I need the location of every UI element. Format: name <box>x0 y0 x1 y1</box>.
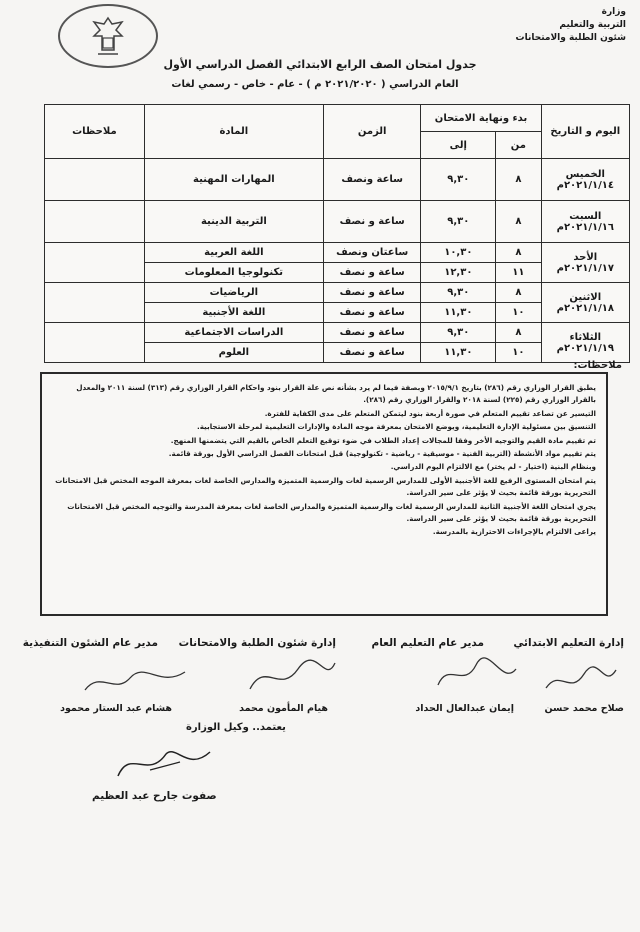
notes-cell <box>45 159 145 201</box>
note-item: يطبق القرار الوزاري رقم (٢٨٦) بتاريخ ٢٠١٥/٩/١ وبصفة فيما لم يرد بشأنه نص علة القرار بنود واحكام القرار الوزاري رقم (٣١٣) لسنة ٢٠١١ والمعدل بالقرار الوزاري رقم (٢٢٥) لسنة ٢٠١٨ والقرار الوزاري رقم (٢٨٦). <box>76 383 596 405</box>
header-line: وزارة <box>601 7 626 17</box>
notes-cell <box>45 243 145 283</box>
to-cell: ٩,٣٠ <box>421 323 496 343</box>
notes-box <box>40 372 608 616</box>
table-row <box>45 159 630 201</box>
duration-cell: ساعة ونصف <box>323 159 421 201</box>
to-cell: ١٠,٣٠ <box>421 243 496 263</box>
to-cell: ٩,٣٠ <box>421 201 496 243</box>
from-cell: ٨ <box>496 323 541 343</box>
document-title: جدول امتحان الصف الرابع الابتدائي الفصل الدراسي الأول <box>163 58 477 71</box>
notes-cell <box>45 323 145 363</box>
date-label: ٢٠٢١/١/١٩م <box>556 342 614 354</box>
note-item: تم تقييم مادة القيم والتوجيه الأخر وفقا للمجالات إعداد الطلاب في ضوء توقيع التعلم الخاص بالقيم التي يتضمنها المنهج. <box>170 435 596 445</box>
day-date-cell <box>541 323 629 363</box>
duration-cell: ساعة و نصف <box>323 323 421 343</box>
day-label: الاثنين <box>569 291 602 303</box>
signatory-name: صلاح محمد حسن <box>544 703 624 714</box>
handwritten-signature <box>430 655 520 695</box>
subject-cell: اللغة العربية <box>144 243 323 263</box>
date-label: ٢٠٢١/١/١٦م <box>556 221 614 233</box>
to-cell: ١١,٣٠ <box>421 303 496 323</box>
dept-executive-affairs: مدير عام الشئون التنفيذية <box>22 637 158 649</box>
table-row <box>45 323 630 343</box>
duration-cell: ساعة و نصف <box>323 283 421 303</box>
day-label: الخميس <box>565 168 605 180</box>
date-label: ٢٠٢١/١/١٨م <box>556 302 614 314</box>
dept-primary-education: إدارة التعليم الابتدائي <box>513 637 624 649</box>
header-from: من <box>496 132 541 159</box>
from-cell: ١١ <box>496 263 541 283</box>
note-item: يراعى الالتزام بالإجراءات الاحترازية بالمدرسة. <box>432 527 596 537</box>
note-item: التيسير عن تصاعد تقييم المتعلم في صورة أربعة بنود ليتمكن المتعلم على مدى الكفاية للفترة. <box>264 408 596 418</box>
subject-cell: العلوم <box>144 343 323 363</box>
from-cell: ١٠ <box>496 303 541 323</box>
handwritten-signature <box>80 660 190 700</box>
note-item: يجري امتحان اللغة الأجنبية الثانية للمدارس الرسمية لغات والرسمية المتميزة والمدارس الخاصة لغات بمعرفة المدرسة والتوجيه المختص قبل الامتحانات التحريرية بورقة قائمة بحيث لا يؤثر على سير الدراسة. <box>67 501 596 524</box>
to-cell: ١١,٣٠ <box>421 343 496 363</box>
day-date-cell <box>541 159 629 201</box>
subject-cell: تكنولوجيا المعلومات <box>144 263 323 283</box>
header-ministry-lines <box>486 6 626 45</box>
subject-cell: الدراسات الاجتماعية <box>144 323 323 343</box>
note-item: يتم تقييم مواد الأنشطة (التربية الفنية - موسيقية - رياضية - تكنولوجية) قبل امتحانات الفصل الدراسي الأول بورقة قائمة. <box>168 449 596 459</box>
note-item: التنسيق بين مسئولية الإدارة التعليمية، ويوضع الامتحان بمعرفة موجه المادة والإدارات التعليمية لمرحلة الاستجابية. <box>196 422 596 432</box>
notes-cell <box>45 201 145 243</box>
signatory-name: هيام المأمون محمد <box>239 703 328 714</box>
header-day-date: اليوم و التاريخ <box>541 105 629 159</box>
subject-cell: اللغة الأجنبية <box>144 303 323 323</box>
header-line: التربية والتعليم <box>559 20 626 30</box>
day-label: السبت <box>569 210 602 222</box>
document-subtitle: العام الدراسي ( ٢٠٢١/٢٠٢٠ م ) - عام - خاص - رسمي لغات <box>171 79 459 90</box>
date-label: ٢٠٢١/١/١٧م <box>556 262 614 274</box>
duration-cell: ساعة و نصف <box>323 263 421 283</box>
undersecretary-name: صفوت جارح عبد العظيم <box>92 790 217 802</box>
day-date-cell <box>541 243 629 283</box>
handwritten-signature <box>240 655 340 699</box>
notes-cell <box>45 283 145 323</box>
day-date-cell <box>541 201 629 243</box>
header-to: إلى <box>421 132 496 159</box>
day-date-cell <box>541 283 629 323</box>
from-cell: ٨ <box>496 283 541 303</box>
subject-cell: المهارات المهنية <box>144 159 323 201</box>
duration-cell: ساعة و نصف <box>323 201 421 243</box>
exam-schedule-table <box>44 104 630 363</box>
header-start-end: بدء ونهاية الامتحان <box>421 105 541 132</box>
table-row <box>45 283 630 303</box>
table-header-row <box>45 105 630 132</box>
notes-label: ملاحظات: <box>573 360 622 371</box>
date-label: ٢٠٢١/١/١٤م <box>556 179 614 191</box>
header-duration: الزمن <box>323 105 421 159</box>
note-item: يتم امتحان المستوى الرفيع للغة الأجنبية الأولى للمدارس الرسمية لغات والرسمية المتميزة والمدارس الخاصة لغات بمعرفة الموجه المختص قبل الامتحانات التحريرية بورقة قائمة بحيث لا يؤثر على سير الدراسة. <box>55 475 596 498</box>
approval-line: يعتمد.. وكيل الوزارة <box>186 722 286 733</box>
handwritten-signature <box>540 660 620 700</box>
day-label: الثلاثاء <box>569 331 602 343</box>
table-row <box>45 201 630 243</box>
dept-general-education: مدير عام التعليم العام <box>371 637 484 649</box>
to-cell: ٩,٣٠ <box>421 283 496 303</box>
header-subject: المادة <box>144 105 323 159</box>
duration-cell: ساعة و نصف <box>323 343 421 363</box>
signatory-name: إيمان عبدالعال الحداد <box>415 703 514 714</box>
header-notes: ملاحظات <box>45 105 145 159</box>
duration-cell: ساعة و نصف <box>323 303 421 323</box>
note-item: وبنظام البنية (اختيار - لم يختر) مع الالتزام اليوم الدراسي. <box>390 462 596 472</box>
from-cell: ٨ <box>496 201 541 243</box>
from-cell: ٨ <box>496 243 541 263</box>
handwritten-signature <box>110 742 220 782</box>
duration-cell: ساعتان ونصف <box>323 243 421 263</box>
to-cell: ٩,٣٠ <box>421 159 496 201</box>
dept-student-affairs: إدارة شئون الطلبة والامتحانات <box>178 637 336 649</box>
signatory-name: هشام عبد الستار محمود <box>60 703 172 714</box>
header-line: شئون الطلبة والامتحانات <box>515 33 626 43</box>
eagle-emblem-icon <box>88 14 128 58</box>
from-cell: ٨ <box>496 159 541 201</box>
table-row <box>45 243 630 263</box>
from-cell: ١٠ <box>496 343 541 363</box>
subject-cell: الرياضيات <box>144 283 323 303</box>
day-label: الأحد <box>573 251 598 263</box>
subject-cell: التربية الدينية <box>144 201 323 243</box>
to-cell: ١٢,٣٠ <box>421 263 496 283</box>
